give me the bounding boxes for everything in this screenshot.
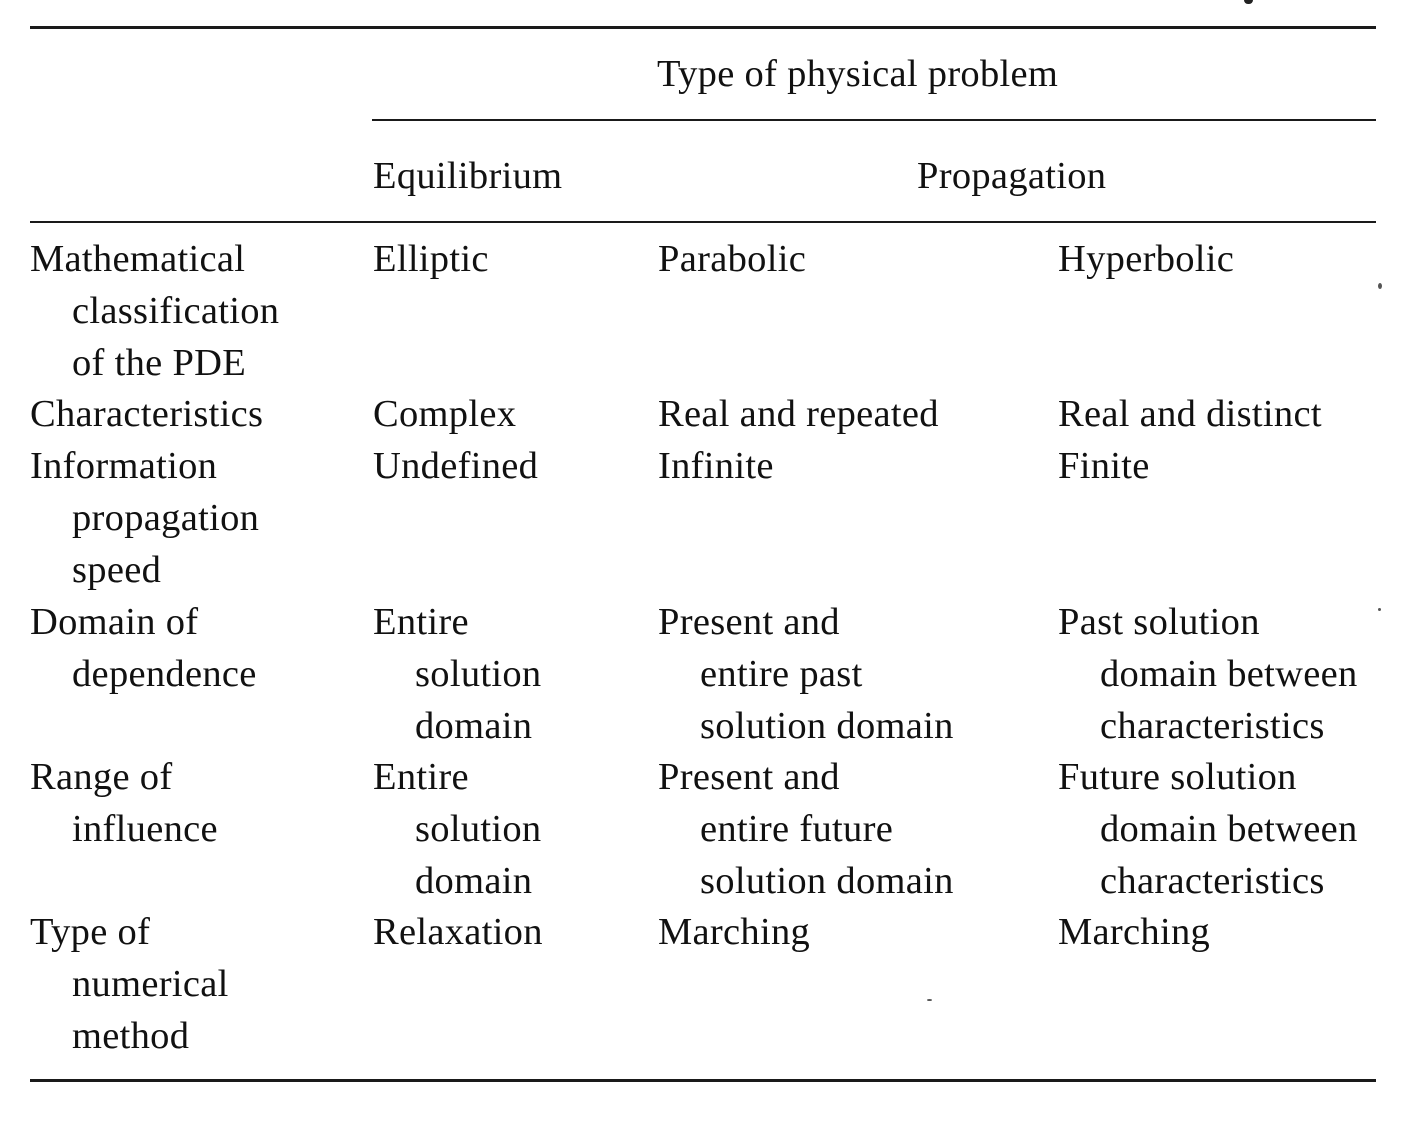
scan-speck (927, 999, 932, 1001)
cell-line: Present and (658, 756, 840, 798)
cell-line: Finite (1058, 445, 1150, 487)
cell-line: Infinite (658, 445, 774, 487)
cell-line: entire past (700, 653, 863, 695)
cell-line: classification (72, 290, 280, 332)
table-cell-parabolic (658, 388, 939, 440)
cell-line: Complex (373, 393, 517, 435)
scan-speck (1378, 608, 1381, 611)
cell-line: Characteristics (30, 393, 264, 435)
cell-line: Hyperbolic (1058, 238, 1235, 280)
cell-line: characteristics (1100, 860, 1325, 902)
cell-line: Entire (373, 756, 469, 798)
group-header-rule (372, 119, 1376, 121)
table-cell-elliptic (373, 388, 516, 440)
bottom-rule (30, 1079, 1376, 1082)
cell-line: domain between (1100, 808, 1358, 850)
cell-line: solution domain (700, 705, 954, 747)
table-cell-elliptic (373, 906, 543, 958)
table-cell-elliptic (373, 596, 541, 752)
cell-line: Elliptic (373, 238, 489, 280)
cell-line: Future solution (1058, 756, 1297, 798)
cell-line: propagation (72, 497, 260, 539)
cell-line: Information (30, 445, 218, 487)
cell-line: Mathematical (30, 238, 246, 280)
cell-line: numerical (72, 963, 229, 1005)
table-cell-parabolic (658, 596, 954, 752)
cell-line: Entire (373, 601, 469, 643)
cell-line: Marching (1058, 911, 1211, 953)
row-label (30, 596, 257, 700)
cell-line: method (72, 1015, 190, 1057)
cell-line: domain (415, 860, 533, 902)
cell-line: domain (415, 705, 533, 747)
cell-line: Range of (30, 756, 173, 798)
cell-line: Parabolic (658, 238, 807, 280)
table-cell-hyperbolic (1058, 906, 1210, 958)
cell-line: Marching (658, 911, 811, 953)
row-label (30, 388, 263, 440)
clipped-top-mark (1244, 0, 1253, 4)
cell-line: solution (415, 653, 542, 695)
row-label (30, 751, 218, 855)
cell-line: Present and (658, 601, 840, 643)
column-header-equilibrium: Equilibrium (373, 155, 563, 197)
cell-line: characteristics (1100, 705, 1325, 747)
scan-speck (1378, 283, 1382, 289)
group-header-type-of-physical-problem: Type of physical problem (657, 53, 1059, 95)
table-cell-hyperbolic (1058, 440, 1150, 492)
table-cell-elliptic (373, 233, 489, 285)
cell-line: solution (415, 808, 542, 850)
cell-line: Real and repeated (658, 393, 939, 435)
cell-line: of the PDE (72, 342, 247, 384)
table-cell-elliptic (373, 751, 541, 907)
cell-line: solution domain (700, 860, 954, 902)
table-cell-hyperbolic (1058, 388, 1322, 440)
table-cell-hyperbolic (1058, 751, 1358, 907)
cell-line: Domain of (30, 601, 199, 643)
table-cell-parabolic (658, 440, 774, 492)
header-bottom-rule (30, 221, 1376, 223)
cell-line: Type of (30, 911, 151, 953)
row-label (30, 440, 259, 596)
table-cell-hyperbolic (1058, 596, 1358, 752)
column-header-propagation: Propagation (917, 155, 1107, 197)
row-label (30, 906, 229, 1062)
table-cell-hyperbolic (1058, 233, 1234, 285)
cell-line: influence (72, 808, 218, 850)
cell-line: Undefined (373, 445, 539, 487)
table-cell-parabolic (658, 233, 806, 285)
cell-line: Past solution (1058, 601, 1260, 643)
cell-line: speed (72, 549, 162, 591)
cell-line: Relaxation (373, 911, 543, 953)
table-cell-parabolic (658, 751, 954, 907)
cell-line: dependence (72, 653, 257, 695)
cell-line: Real and distinct (1058, 393, 1322, 435)
cell-line: entire future (700, 808, 894, 850)
table-cell-parabolic (658, 906, 810, 958)
table-cell-elliptic (373, 440, 538, 492)
top-rule (30, 26, 1376, 29)
row-label (30, 233, 279, 389)
cell-line: domain between (1100, 653, 1358, 695)
